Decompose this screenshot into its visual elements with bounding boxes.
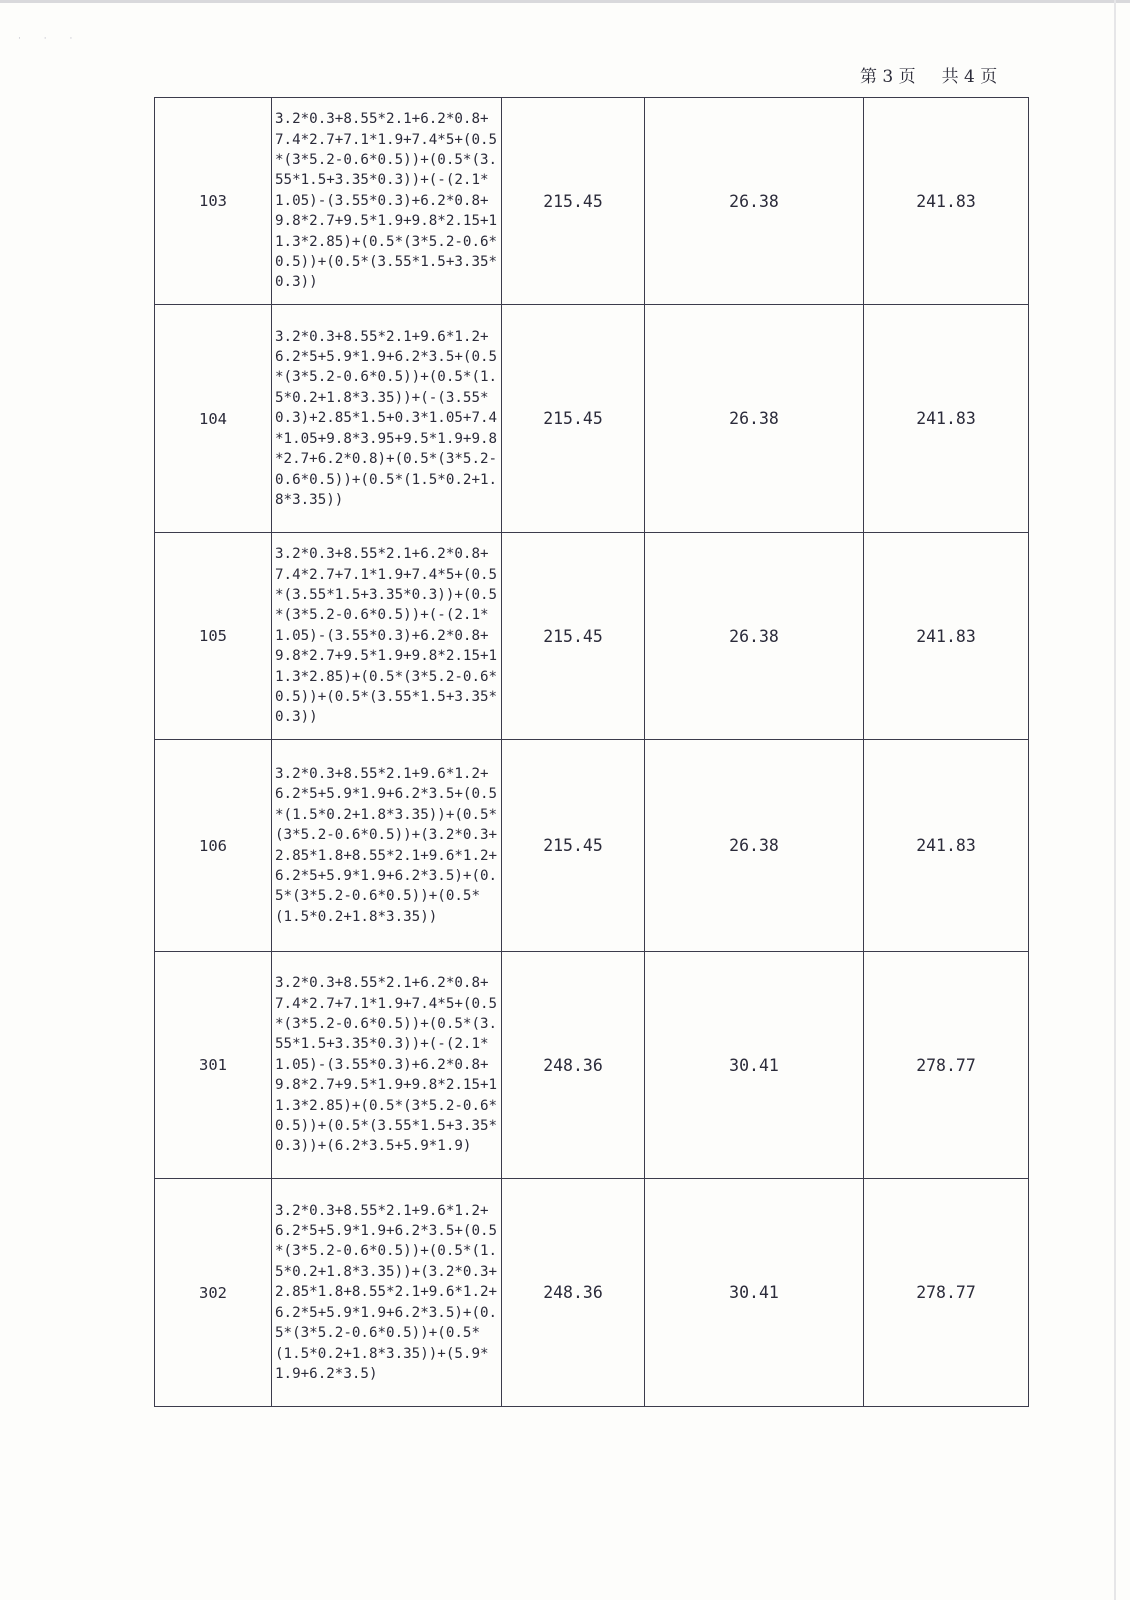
- total-cell: 241.83: [864, 740, 1029, 952]
- page-number-total: 共 4 页: [941, 67, 998, 87]
- value-a-cell: 215.45: [502, 98, 645, 305]
- table-row: [155, 1179, 1029, 1407]
- page-number: [860, 62, 1030, 87]
- value-b-cell: 26.38: [645, 305, 864, 533]
- value-b-cell: 30.41: [645, 1179, 864, 1407]
- scan-edge-top: [0, 0, 1130, 3]
- room-number-cell: 302: [155, 1179, 272, 1407]
- room-number-cell: 104: [155, 305, 272, 533]
- area-calculation-table: [154, 97, 1029, 1407]
- value-b-cell: 26.38: [645, 533, 864, 740]
- total-cell: 241.83: [864, 98, 1029, 305]
- page-number-current: 第 3 页: [860, 67, 916, 87]
- table-row: [155, 740, 1029, 952]
- total-cell: 241.83: [864, 305, 1029, 533]
- total-cell: 278.77: [864, 952, 1029, 1179]
- formula-cell: 3.2*0.3+8.55*2.1+6.2*0.8+7.4*2.7+7.1*1.9+7.4*5+(0.5*(3*5.2-0.6*0.5))+(0.5*(3.55*1.5+3.35*0.3))+(-(2.1*1.05)-(3.55*0.3)+6.2*0.8+9.8*2.7+9.5*1.9+9.8*2.15+11.3*2.85)+(0.5*(3*5.2-0.6*0.5))+(0.5*(3.55*1.5+3.35*0.3))+(6.2*3.5+5.9*1.9): [272, 952, 502, 1179]
- table-row: [155, 952, 1029, 1179]
- value-b-cell: 30.41: [645, 952, 864, 1179]
- value-a-cell: 215.45: [502, 533, 645, 740]
- formula-cell: 3.2*0.3+8.55*2.1+6.2*0.8+7.4*2.7+7.1*1.9+7.4*5+(0.5*(3.55*1.5+3.35*0.3))+(0.5*(3*5.2-0.6*0.5))+(-(2.1*1.05)-(3.55*0.3)+6.2*0.8+9.8*2.7+9.5*1.9+9.8*2.15+11.3*2.85)+(0.5*(3*5.2-0.6*0.5))+(0.5*(3.55*1.5+3.35*0.3)): [272, 533, 502, 740]
- total-cell: 241.83: [864, 533, 1029, 740]
- room-number-cell: 106: [155, 740, 272, 952]
- formula-cell: 3.2*0.3+8.55*2.1+9.6*1.2+6.2*5+5.9*1.9+6.2*3.5+(0.5*(3*5.2-0.6*0.5))+(0.5*(1.5*0.2+1.8*3.35))+(-(3.55*0.3)+2.85*1.5+0.3*1.05+7.4*1.05+9.8*3.95+9.5*1.9+9.8*2.7+6.2*0.8)+(0.5*(3*5.2-0.6*0.5))+(0.5*(1.5*0.2+1.8*3.35)): [272, 305, 502, 533]
- scan-edge-right: [1114, 0, 1116, 1600]
- table-row: [155, 305, 1029, 533]
- value-b-cell: 26.38: [645, 98, 864, 305]
- value-b-cell: 26.38: [645, 740, 864, 952]
- value-a-cell: 215.45: [502, 305, 645, 533]
- table-row: [155, 98, 1029, 305]
- room-number-cell: 301: [155, 952, 272, 1179]
- room-number-cell: 105: [155, 533, 272, 740]
- scan-specks: · · ·: [18, 34, 83, 44]
- formula-cell: 3.2*0.3+8.55*2.1+9.6*1.2+6.2*5+5.9*1.9+6.2*3.5+(0.5*(1.5*0.2+1.8*3.35))+(0.5*(3*5.2-0.6*0.5))+(3.2*0.3+2.85*1.8+8.55*2.1+9.6*1.2+6.2*5+5.9*1.9+6.2*3.5)+(0.5*(3*5.2-0.6*0.5))+(0.5*(1.5*0.2+1.8*3.35)): [272, 740, 502, 952]
- formula-cell: 3.2*0.3+8.55*2.1+9.6*1.2+6.2*5+5.9*1.9+6.2*3.5+(0.5*(3*5.2-0.6*0.5))+(0.5*(1.5*0.2+1.8*3.35))+(3.2*0.3+2.85*1.8+8.55*2.1+9.6*1.2+6.2*5+5.9*1.9+6.2*3.5)+(0.5*(3*5.2-0.6*0.5))+(0.5*(1.5*0.2+1.8*3.35))+(5.9*1.9+6.2*3.5): [272, 1179, 502, 1407]
- value-a-cell: 248.36: [502, 1179, 645, 1407]
- room-number-cell: 103: [155, 98, 272, 305]
- total-cell: 278.77: [864, 1179, 1029, 1407]
- value-a-cell: 215.45: [502, 740, 645, 952]
- table-row: [155, 533, 1029, 740]
- formula-cell: 3.2*0.3+8.55*2.1+6.2*0.8+7.4*2.7+7.1*1.9+7.4*5+(0.5*(3*5.2-0.6*0.5))+(0.5*(3.55*1.5+3.35*0.3))+(-(2.1*1.05)-(3.55*0.3)+6.2*0.8+9.8*2.7+9.5*1.9+9.8*2.15+11.3*2.85)+(0.5*(3*5.2-0.6*0.5))+(0.5*(3.55*1.5+3.35*0.3)): [272, 98, 502, 305]
- value-a-cell: 248.36: [502, 952, 645, 1179]
